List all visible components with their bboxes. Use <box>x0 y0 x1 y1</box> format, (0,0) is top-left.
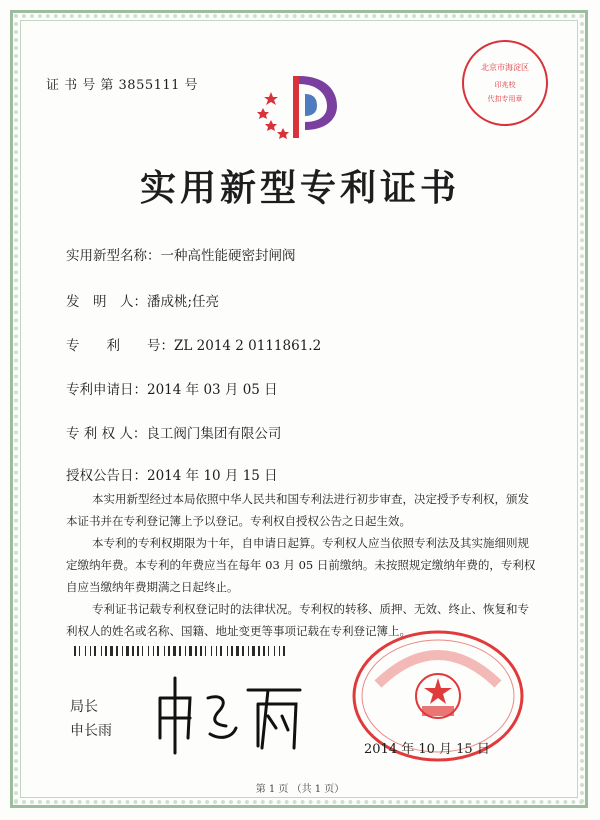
barcode-bar <box>211 646 212 656</box>
patent-office-logo <box>255 68 355 148</box>
barcode-bar <box>200 646 202 656</box>
barcode-bar <box>110 646 113 656</box>
barcode-bar <box>179 646 181 656</box>
barcode-bar <box>205 646 206 656</box>
barcode-bar <box>74 646 76 656</box>
stamp-text-1: 北京市海淀区 <box>481 63 529 72</box>
certificate-number: 证 书 号 第 3855111 号 <box>46 78 199 93</box>
barcode-bar <box>126 646 129 656</box>
barcode-bar <box>90 646 91 656</box>
barcode-bar <box>248 646 249 656</box>
top-right-stamp <box>462 40 548 126</box>
owner-label: 专 利 权 人： <box>66 426 147 442</box>
barcode-bar <box>231 646 233 656</box>
barcode-bar <box>195 646 197 656</box>
barcode-bar <box>216 646 217 656</box>
inventor-value: 潘成桃;任亮 <box>147 294 220 310</box>
utility-name-label: 实用新型名称： <box>66 248 161 264</box>
barcode-bar <box>268 646 269 656</box>
barcode-bar <box>164 646 165 656</box>
barcode-bar <box>283 646 285 656</box>
owner-row <box>66 422 281 442</box>
certificate-title: 实用新型专利证书 <box>139 167 460 209</box>
director-signature <box>150 668 310 758</box>
barcode-bar <box>122 646 123 656</box>
barcode-bar <box>236 646 239 656</box>
grant-date-value: 2014 年 10 月 15 日 <box>147 468 278 484</box>
owner-value: 良工阀门集团有限公司 <box>146 426 282 442</box>
barcode-bar <box>94 646 96 656</box>
barcode-bar <box>274 646 275 656</box>
barcode-bar <box>242 646 244 656</box>
stamp-text-2: 印兆校 <box>494 81 516 89</box>
body-paragraph-3: 专利证书记载专利权登记时的法律状况。专利权的转移、质押、无效、终止、恢复和专利权人的姓名或名称、国籍、地址变更等事项记载在专利登记簿上。 <box>66 602 529 638</box>
patent-number-value: ZL 2014 2 0111861.2 <box>174 338 322 354</box>
barcode-bar <box>132 646 134 656</box>
barcode-bar <box>101 646 102 656</box>
barcode-bar <box>220 646 222 656</box>
utility-name-row <box>66 244 296 264</box>
barcode-bar <box>173 646 176 656</box>
barcode-bar <box>279 646 280 656</box>
grant-date-label: 授权公告日： <box>66 468 147 484</box>
barcode-bar <box>227 646 228 656</box>
utility-name-value: 一种高性能硬密封闸阀 <box>160 248 296 264</box>
patent-number-row <box>66 334 321 354</box>
barcode-bar <box>157 646 159 656</box>
barcode-bar <box>116 646 118 656</box>
patent-number-label: 专 利 号： <box>66 338 174 354</box>
certificate-body <box>66 488 536 642</box>
body-paragraph-2: 本专利的专利权期限为十年，自申请日起算。专利权人应当依照专利法及其实施细则规定缴纳年费。本专利的年费应当在每年 03 月 05 日前缴纳。未按照规定缴纳年费的，专利权自应当缴纳年费期满之日起终止。 <box>66 536 536 594</box>
inventor-row <box>66 290 219 310</box>
barcode-bar <box>263 646 265 656</box>
barcode-bar <box>137 646 139 656</box>
seal-date: 2014 年 10 月 15 日 <box>364 742 490 757</box>
barcode-bar <box>168 646 170 656</box>
barcode-bar <box>185 646 186 656</box>
director-name: 申长雨 <box>70 723 112 739</box>
barcode-bar <box>189 646 192 656</box>
inventor-label: 发 明 人： <box>66 294 147 310</box>
director-title: 局长 <box>70 699 98 715</box>
barcode-bar <box>153 646 154 656</box>
apply-date-label: 专利申请日： <box>66 382 147 398</box>
apply-date-row <box>66 378 278 398</box>
stamp-text-3: 代扣专用章 <box>487 95 523 103</box>
body-paragraph-1: 本实用新型经过本局依照中华人民共和国专利法进行初步审查，决定授予专利权，颁发本证书并在专利登记簿上予以登记。专利权自授权公告之日起生效。 <box>66 492 529 528</box>
barcode-bar <box>252 646 255 656</box>
barcode-bar <box>142 646 143 656</box>
barcode-bar <box>79 646 80 656</box>
barcode-bar <box>105 646 107 656</box>
page-footer: 第 1 页 （共 1 页） <box>255 784 345 795</box>
barcode-bar <box>85 646 86 656</box>
apply-date-value: 2014 年 03 月 05 日 <box>147 382 278 398</box>
grant-date-row <box>66 464 278 484</box>
barcode-bar <box>148 646 149 656</box>
barcode <box>74 646 290 656</box>
barcode-bar <box>258 646 260 656</box>
